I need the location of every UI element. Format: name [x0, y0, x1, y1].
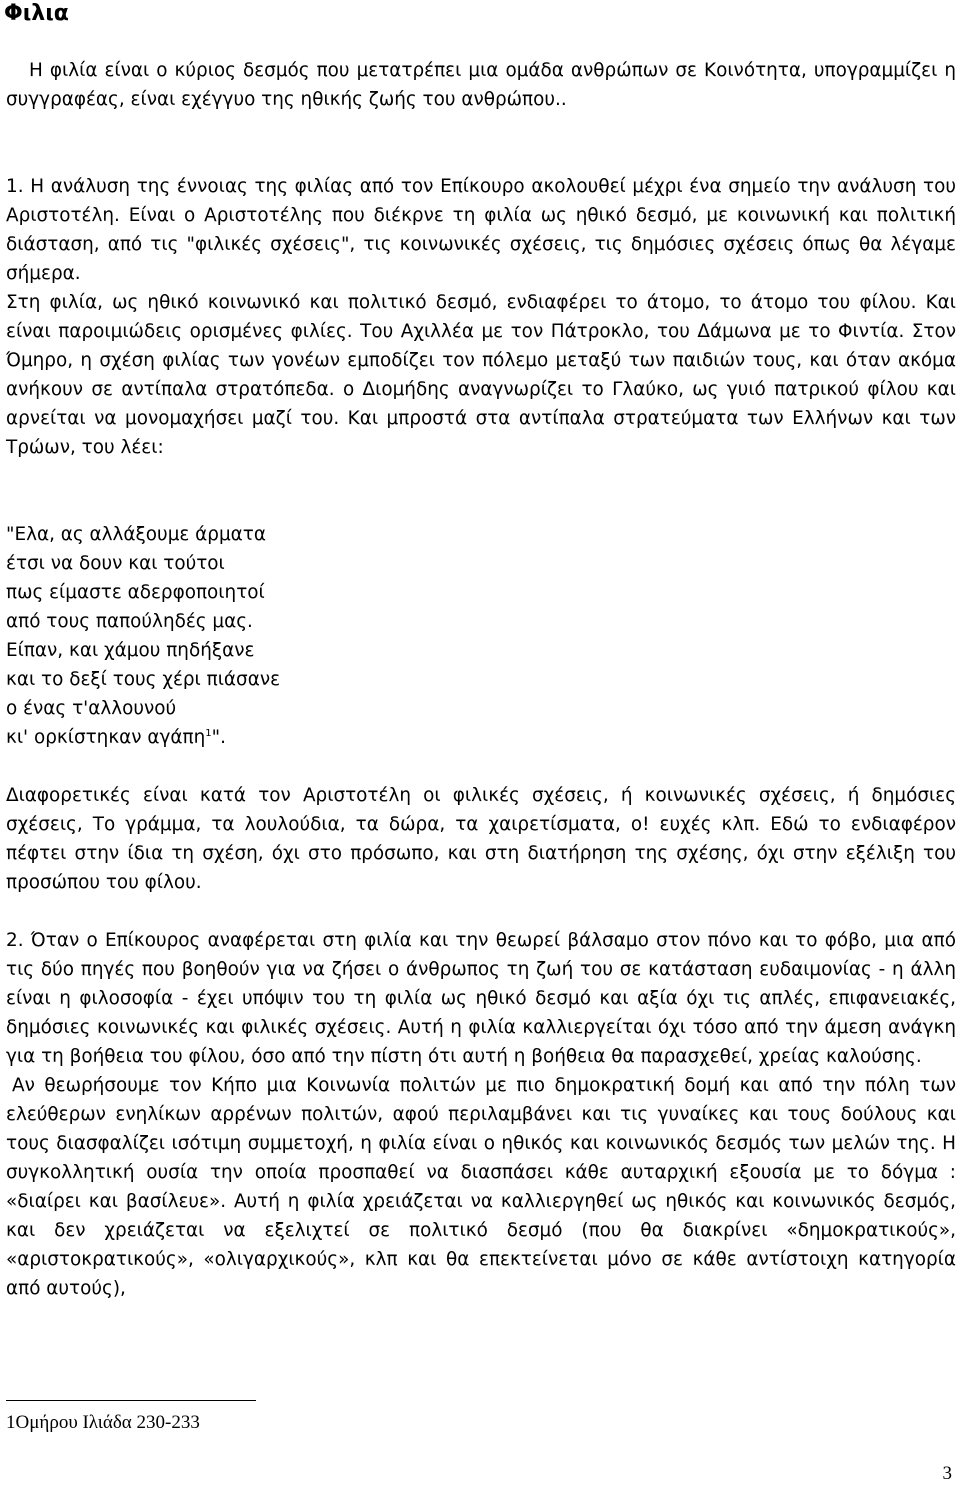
poem-line: Είπαν, και χάμου πηδήξανε	[6, 640, 255, 661]
page-number: 3	[942, 1463, 952, 1484]
page-title: Φιλια	[4, 1, 69, 26]
poem-line-text: κι' ορκίστηκαν αγάπη	[6, 727, 206, 748]
poem-line: πως είμαστε αδερφοποιητοί	[6, 582, 265, 603]
intro-paragraph: Η φιλία είναι ο κύριος δεσμός που μετατρέπει μια ομάδα ανθρώπων σε Κοινότητα, υπογραμμίζει η συγγραφέας, είναι εχέγγυο της ηθικής ζωής του ανθρώπου..	[6, 60, 956, 110]
poem-line: ο ένας τ'αλλουνού	[6, 698, 177, 719]
section-2-paragraph-1: 2. Όταν ο Επίκουρος αναφέρεται στη φιλία και την θεωρεί βάλσαμο στον πόνο και το φόβο, μια από τις δύο πηγές που βοηθούν για να ζήσει ο άνθρωπος τη ζωή του σε κατάσταση ευδαιμονίας - η άλλη είναι η φιλοσοφία - έχει υπόψιν του τη φιλία ως ηθικό δεσμό και αξία όχι τις απλές, επιφανειακές, δημόσιες κοινωνικές και φιλικές σχέσεις. Αυτή η φιλία καλλιεργείται όχι τόσο από την άμεση ανάγκη για τη βοήθεια του φίλου, όσο από την πίστη ότι αυτή η βοήθεια θα παρασχεθεί, χρείας καλούσης.	[6, 930, 956, 1067]
poem-quote	[6, 520, 956, 752]
section-1-paragraph-2: Στη φιλία, ως ηθικό κοινωνικό και πολιτικό δεσμό, ενδιαφέρει το άτομο, το άτομο του φίλου. Και είναι παροιμιώδεις ορισμένες φιλίες. Του Αχιλλέα με τον Πάτροκλο, του Δάμωνα με το Φιντία. Στον Όμηρο, η σχέση φιλίας των γονέων εμποδίζει τον πόλεμο μεταξύ των παιδιών τους, και όταν ακόμα ανήκουν σε αντίπαλα στρατόπεδα. ο Διομήδης αναγνωρίζει το Γλαύκο, ως γυιό πατρικού φίλου και αρνείται να μονομαχήσει μαζί του. Και μπροστά στα αντίπαλα στρατεύματα των Ελλήνων και των Τρώων, του λέει:	[6, 292, 956, 458]
poem-line: έτσι να δουν και τούτοι	[6, 553, 225, 574]
section-2-paragraph-2: Αν θεωρήσουμε τον Κήπο μια Κοινωνία πολιτών με πιο δημοκρατική δομή και από την πόλη των ελεύθερων ενηλίκων αρρένων πολιτών, αφού περιλαμβάνει και τις γυναίκες και τους δούλους και τους διασφαλίζει ισότιμη συμμετοχή, η φιλία είναι ο ηθικός και κοινωνικός δεσμός των μελών της. Η συγκολλητική ουσία την οποία προσπαθεί να διασπάσει κάθε αυταρχική εξουσία με το δόγμα : «διαίρει και βασίλευε». Αυτή η φιλία χρειάζεται να καλλιεργηθεί ως ηθικός και κοινωνικός δεσμός, και δεν χρειάζεται να εξελιχτεί σε πολιτικό δεσμό (που θα διακρίνει «δημοκρατικούς», «αριστοκρατικούς», «ολιγαρχικούς», κλπ και θα επεκτείνεται μόνο σε κάθε αντίστοιχη κατηγορία από αυτούς),	[6, 1075, 956, 1299]
poem-line: από τους παπούληδές μας.	[6, 611, 253, 632]
section-2	[6, 926, 956, 1303]
poem-closing-quote: ".	[211, 727, 226, 748]
poem-line: και το δεξί τους χέρι πιάσανε	[6, 669, 281, 690]
footnote-divider	[6, 1400, 256, 1401]
section-1-paragraph-1: 1. Η ανάλυση της έννοιας της φιλίας από τον Επίκουρο ακολουθεί μέχρι ένα σημείο την ανάλυση του Αριστοτέλη. Είναι ο Αριστοτέλης που διέκρνε τη φιλία ως ηθικό δεσμό, με κοινωνική και πολιτική διάσταση, από τις "φιλικές σχέσεις", τις κοινωνικές σχέσεις, τις δημόσιες σχέσεις όπως θα λέγαμε σήμερα.	[6, 176, 956, 284]
footnote-reference: 1	[205, 727, 212, 739]
poem-line: "Ελα, ας αλλάξουμε άρματα	[6, 524, 267, 545]
section-1	[6, 172, 956, 462]
footnote: 1Ομήρου Ιλιάδα 230-233	[6, 1412, 200, 1433]
section-1-paragraph-3: Διαφορετικές είναι κατά τον Αριστοτέλη οι φιλικές σχέσεις, ή κοινωνικές σχέσεις, ή δημόσιες σχέσεις, Το γράμμα, τα λουλούδια, τα δώρα, τα χαιρετίσματα, ο! ευχές κλπ. Εδώ το ενδιαφέρον πέφτει στην ίδια τη σχέση, όχι στο πρόσωπο, και στη διατήρηση της σχέσης, όχι στην εξέλιξη του προσώπου του φίλου.	[6, 785, 956, 893]
poem-line-last	[6, 723, 956, 752]
